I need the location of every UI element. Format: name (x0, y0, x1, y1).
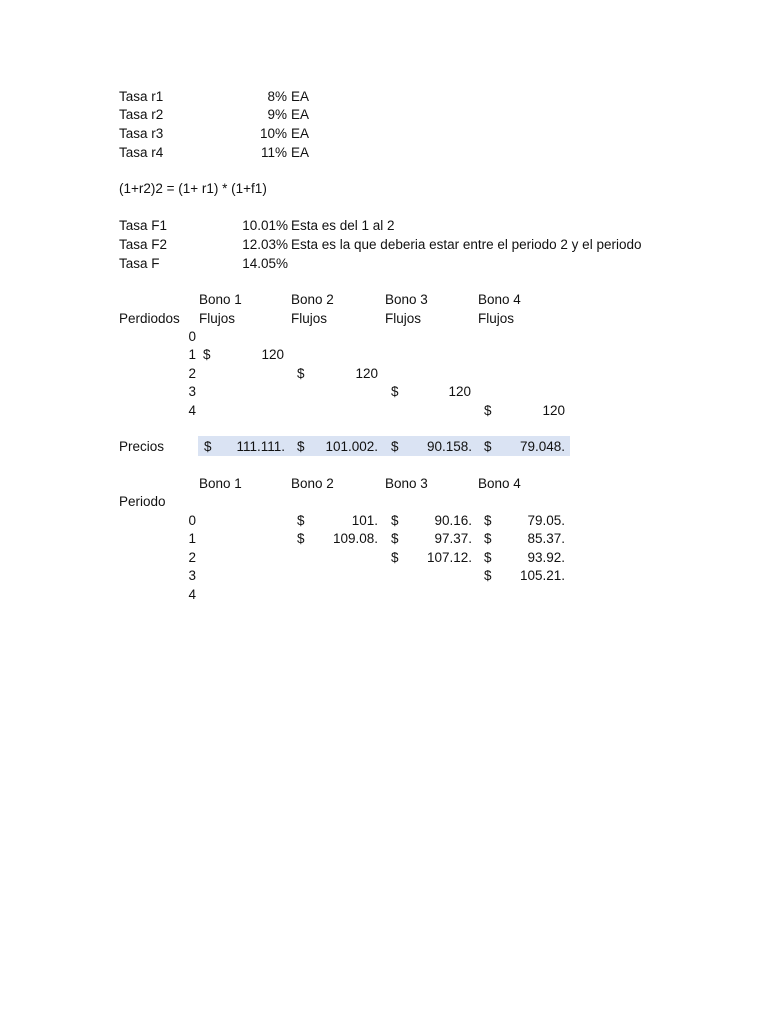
periodic-row-label: Periodo (119, 494, 166, 509)
forward-note: Esta es la que deberia estar entre el periodo 2 y el periodo (291, 237, 642, 252)
rate-unit: EA (291, 145, 310, 160)
bond-header: Bono 1 (199, 292, 242, 307)
value-amount: 85.37. (527, 531, 565, 546)
value-amount: 107.12. (426, 550, 472, 565)
rate-label: Tasa r3 (119, 126, 164, 141)
rate-value: 8% (267, 89, 287, 104)
period-number: 3 (188, 384, 196, 399)
flows-subheader: Flujos (291, 311, 328, 326)
value-amount: 93.92. (527, 550, 565, 565)
flow-currency: $ (391, 384, 399, 399)
rate-value: 9% (267, 107, 287, 122)
value-amount: 97.37. (434, 531, 472, 546)
rate-value: 10% (259, 126, 287, 141)
rate-label: Tasa r2 (119, 107, 164, 122)
value-currency: $ (484, 531, 492, 546)
value-amount: 79.05. (527, 513, 565, 528)
flow-amount: 120 (355, 366, 378, 381)
bond-header: Bono 4 (478, 292, 521, 307)
value-currency: $ (391, 550, 399, 565)
flow-currency: $ (297, 366, 305, 381)
period-number: 4 (188, 587, 196, 602)
period-number: 0 (188, 329, 196, 344)
value-currency: $ (297, 513, 305, 528)
price-currency: $ (391, 439, 399, 454)
flows-subheader: Flujos (385, 311, 422, 326)
prices-label: Precios (119, 439, 165, 454)
bond-header: Bono 2 (291, 476, 334, 491)
value-amount: 105.21. (519, 568, 565, 583)
price-currency: $ (204, 439, 212, 454)
period-number: 4 (188, 403, 196, 418)
forward-value: 10.01% (242, 218, 288, 233)
value-currency: $ (484, 513, 492, 528)
forward-label: Tasa F2 (119, 237, 168, 252)
flow-amount: 120 (448, 384, 471, 399)
flows-subheader: Flujos (199, 311, 236, 326)
period-number: 1 (188, 531, 196, 546)
flow-currency: $ (203, 347, 211, 362)
bond-header: Bono 2 (291, 292, 334, 307)
flow-amount: 120 (261, 347, 284, 362)
value-currency: $ (297, 531, 305, 546)
period-number: 2 (188, 366, 196, 381)
period-number: 3 (188, 568, 196, 583)
rate-label: Tasa r4 (119, 145, 164, 160)
value-amount: 109.08. (332, 531, 378, 546)
price-amount: 111.111. (236, 439, 285, 454)
forward-label: Tasa F (119, 256, 160, 271)
value-currency: $ (484, 550, 492, 565)
forward-value: 12.03% (242, 237, 288, 252)
value-amount: 90.16. (434, 513, 472, 528)
value-amount: 101. (351, 513, 378, 528)
flow-currency: $ (484, 403, 492, 418)
value-currency: $ (484, 568, 492, 583)
period-number: 0 (188, 513, 196, 528)
forward-label: Tasa F1 (119, 218, 168, 233)
bond-header: Bono 4 (478, 476, 521, 491)
forward-note: Esta es del 1 al 2 (291, 218, 395, 233)
rate-unit: EA (291, 126, 310, 141)
flow-amount: 120 (542, 403, 565, 418)
period-number: 2 (188, 550, 196, 565)
period-number: 1 (188, 347, 196, 362)
price-amount: 90.158. (426, 439, 472, 454)
bond-header: Bono 3 (385, 476, 428, 491)
price-amount: 101.002. (325, 439, 378, 454)
price-currency: $ (484, 439, 492, 454)
value-currency: $ (391, 531, 399, 546)
bond-header: Bono 1 (199, 476, 242, 491)
price-currency: $ (297, 439, 305, 454)
flows-subheader: Flujos (478, 311, 515, 326)
rate-unit: EA (291, 107, 310, 122)
formula-text: (1+r2)2 = (1+ r1) * (1+f1) (119, 181, 267, 196)
rate-value: 11% (260, 145, 287, 160)
flows-row-label: Perdiodos (119, 311, 180, 326)
bond-header: Bono 3 (385, 292, 428, 307)
rate-unit: EA (291, 89, 310, 104)
forward-value: 14.05% (242, 256, 288, 271)
value-currency: $ (391, 513, 399, 528)
rate-label: Tasa r1 (119, 89, 164, 104)
price-amount: 79.048. (519, 439, 565, 454)
